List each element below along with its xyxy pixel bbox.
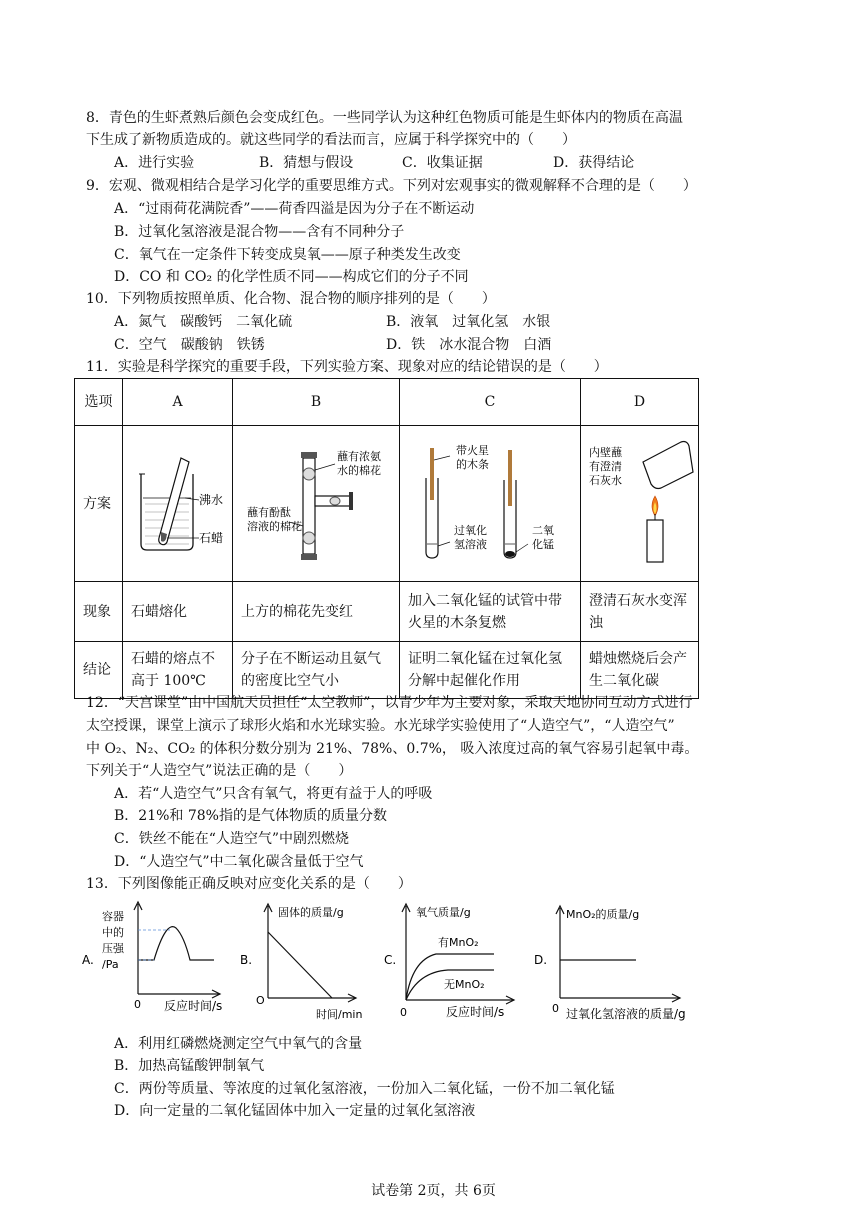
table-header-b: B <box>233 379 400 426</box>
plan-figure-b-cell <box>233 426 400 582</box>
table-header-a: A <box>123 379 233 426</box>
conclusion-c: 证明二氧化锰在过氧化氢分解中起催化作用 <box>400 642 581 699</box>
q8-option-a: A．进行实验 <box>114 155 195 171</box>
page-footer: 试卷第 2页，共 6页 <box>371 1183 496 1199</box>
table-header-option: 选项 <box>75 379 123 426</box>
graph-c-ylabel: 氧气质量/g <box>416 906 471 919</box>
row-label-phenomenon: 现象 <box>75 582 123 642</box>
test-tubes-figure <box>400 426 581 574</box>
graph-a-origin: 0 <box>134 998 141 1011</box>
phenomenon-a: 石蜡熔化 <box>123 582 233 642</box>
graph-c-letter: C. <box>384 953 397 967</box>
q13-stem: 13．下列图像能正确反映对应变化关系的是（ ） <box>86 876 412 892</box>
label-ammonia-1: 蘸有浓氨 <box>337 450 381 463</box>
tube-cotton-figure <box>233 426 400 574</box>
graph-b-xlabel: 时间/min <box>316 1008 363 1021</box>
graph-b-origin: O <box>256 994 265 1007</box>
q9-stem: 9．宏观、微观相结合是学习化学的重要思维方式。下列对宏观事实的微观解释不合理的是（ ） <box>86 178 697 194</box>
graph-b-letter: B. <box>240 953 253 967</box>
beaker-figure <box>123 426 233 574</box>
graph-d-origin: 0 <box>552 1002 559 1015</box>
q13-option-a: A．利用红磷燃烧测定空气中氧气的含量 <box>114 1036 363 1052</box>
q12-stem-line3: 中 O₂、N₂、CO₂ 的体积分数分别为 21%、78%、0.7%， 吸入浓度过高的氧气容易引起氧中毒。 <box>86 741 699 757</box>
graph-a-ylabel-1: 容器 <box>102 910 124 923</box>
graph-d-xlabel: 过氧化氢溶液的质量/g <box>566 1007 686 1021</box>
label-ammonia-2: 水的棉花 <box>337 464 381 477</box>
q8-option-c: C．收集证据 <box>402 155 483 171</box>
label-phenol-2: 溶液的棉花 <box>247 520 302 533</box>
q10-option-a: A．氮气 碳酸钙 二氧化硫 <box>114 314 293 330</box>
q8-stem-line1: 8．青色的生虾煮熟后颜色会变成红色。一些同学认为这种红色物质可能是生虾体内的物质在高温 <box>86 110 683 126</box>
q10-option-d: D．铁 冰水混合物 白酒 <box>386 337 552 353</box>
table-header-d: D <box>581 379 699 426</box>
q10-stem: 10．下列物质按照单质、化合物、混合物的顺序排列的是（ ） <box>86 291 496 307</box>
label-limewater-3: 石灰水 <box>589 474 622 487</box>
q12-option-b: B．21%和 78%指的是气体物质的质量分数 <box>114 808 387 824</box>
graph-d <box>532 898 702 1022</box>
graph-a-ylabel-3: 压强 <box>102 942 124 955</box>
q12-option-d: D．“人造空气”中二氧化碳含量低于空气 <box>114 854 364 870</box>
label-mno2-2: 化锰 <box>532 538 554 551</box>
q10-option-c: C．空气 碳酸钠 铁锈 <box>114 337 265 353</box>
row-label-plan: 方案 <box>75 426 123 582</box>
phenomenon-b: 上方的棉花先变红 <box>233 582 400 642</box>
row-label-conclusion: 结论 <box>75 642 123 699</box>
label-mno2-1: 二氧 <box>532 524 554 537</box>
graph-c <box>382 898 522 1022</box>
q11-stem: 11．实验是科学探究的重要手段，下列实验方案、现象对应的结论错误的是（ ） <box>86 359 608 375</box>
graph-c-origin: 0 <box>400 1006 407 1019</box>
q9-option-c: C．氧气在一定条件下转变成臭氧——原子种类发生改变 <box>114 247 461 263</box>
graph-a-letter: A. <box>82 953 94 967</box>
graph-b <box>238 898 368 1022</box>
conclusion-a: 石蜡的熔点不高于 100℃ <box>123 642 233 699</box>
label-phenol-1: 蘸有酚酞 <box>247 506 291 519</box>
graph-a-ylabel-4: /Pa <box>102 958 119 971</box>
label-boiling-water: 沸水 <box>199 493 224 507</box>
phenomenon-c: 加入二氧化锰的试管中带火星的木条复燃 <box>400 582 581 642</box>
q12-stem-line4: 下列关于“人造空气”说法正确的是（ ） <box>86 763 353 779</box>
q8-option-b: B．猜想与假设 <box>259 155 354 171</box>
plan-figure-c-cell <box>400 426 581 582</box>
q9-option-b: B．过氧化氢溶液是混合物——含有不同种分子 <box>114 224 405 240</box>
graph-b-line <box>268 932 332 998</box>
q12-stem-line1: 12．“天宫课堂”由中国航天员担任“太空教师”，以青少年为主要对象，采取天地协同互动方式进行 <box>86 695 693 711</box>
graph-b-ylabel: 固体的质量/g <box>278 906 344 919</box>
plan-figure-d-cell <box>581 426 699 582</box>
q12-option-a: A．若“人造空气”只含有氧气，将更有益于人的呼吸 <box>114 786 433 802</box>
q13-option-c: C．两份等质量、等浓度的过氧化氢溶液，一份加入二氧化锰，一份不加二氧化锰 <box>114 1081 615 1097</box>
phenomenon-d: 澄清石灰水变浑浊 <box>581 582 699 642</box>
label-splint-1: 带火星 <box>456 444 489 457</box>
label-limewater-2: 有澄清 <box>589 460 622 473</box>
graph-a-ylabel-2: 中的 <box>102 926 124 939</box>
q8-stem-line2: 下生成了新物质造成的。就这些同学的看法而言，应属于科学探究中的（ ） <box>86 132 576 148</box>
experiment-table <box>74 378 699 699</box>
q9-option-d: D．CO 和 CO₂ 的化学性质不同——构成它们的分子不同 <box>114 269 469 285</box>
graph-a-xlabel: 反应时间/s <box>164 999 223 1013</box>
label-h2o2-2: 氢溶液 <box>454 538 487 551</box>
label-limewater-1: 内壁蘸 <box>589 446 622 459</box>
table-header-c: C <box>400 379 581 426</box>
q13-option-d: D．向一定量的二氧化锰固体中加入一定量的过氧化氢溶液 <box>114 1103 476 1119</box>
q8-option-d: D．获得结论 <box>553 155 635 171</box>
conclusion-b: 分子在不断运动且氨气的密度比空气小 <box>233 642 400 699</box>
q10-option-b: B．液氧 过氧化氢 水银 <box>386 314 551 330</box>
label-splint-2: 的木条 <box>456 458 489 471</box>
graph-c-label-without: 无MnO₂ <box>444 978 485 991</box>
q9-option-a: A．“过雨荷花满院香”——荷香四溢是因为分子在不断运动 <box>114 201 475 217</box>
label-wax: 石蜡 <box>199 531 224 545</box>
plan-figure-a-cell <box>123 426 233 582</box>
candle-beaker-figure <box>581 426 699 574</box>
graph-d-ylabel: MnO₂的质量/g <box>566 908 640 921</box>
q12-option-c: C．铁丝不能在“人造空气”中剧烈燃烧 <box>114 831 350 847</box>
graph-c-curve-with-catalyst <box>406 954 494 1000</box>
label-h2o2-1: 过氧化 <box>454 524 487 537</box>
graph-d-letter: D. <box>534 953 548 967</box>
graph-a <box>80 898 230 1022</box>
q12-stem-line2: 太空授课，课堂上演示了球形火焰和水光球实验。水光球学实验使用了“人造空气”，“人造空气” <box>86 718 675 734</box>
q13-option-b: B．加热高锰酸钾制氧气 <box>114 1058 265 1074</box>
conclusion-d: 蜡烛燃烧后会产生二氧化碳 <box>581 642 699 699</box>
graph-c-xlabel: 反应时间/s <box>446 1005 505 1019</box>
graph-a-curve <box>138 927 214 960</box>
graph-c-label-with: 有MnO₂ <box>438 936 479 949</box>
